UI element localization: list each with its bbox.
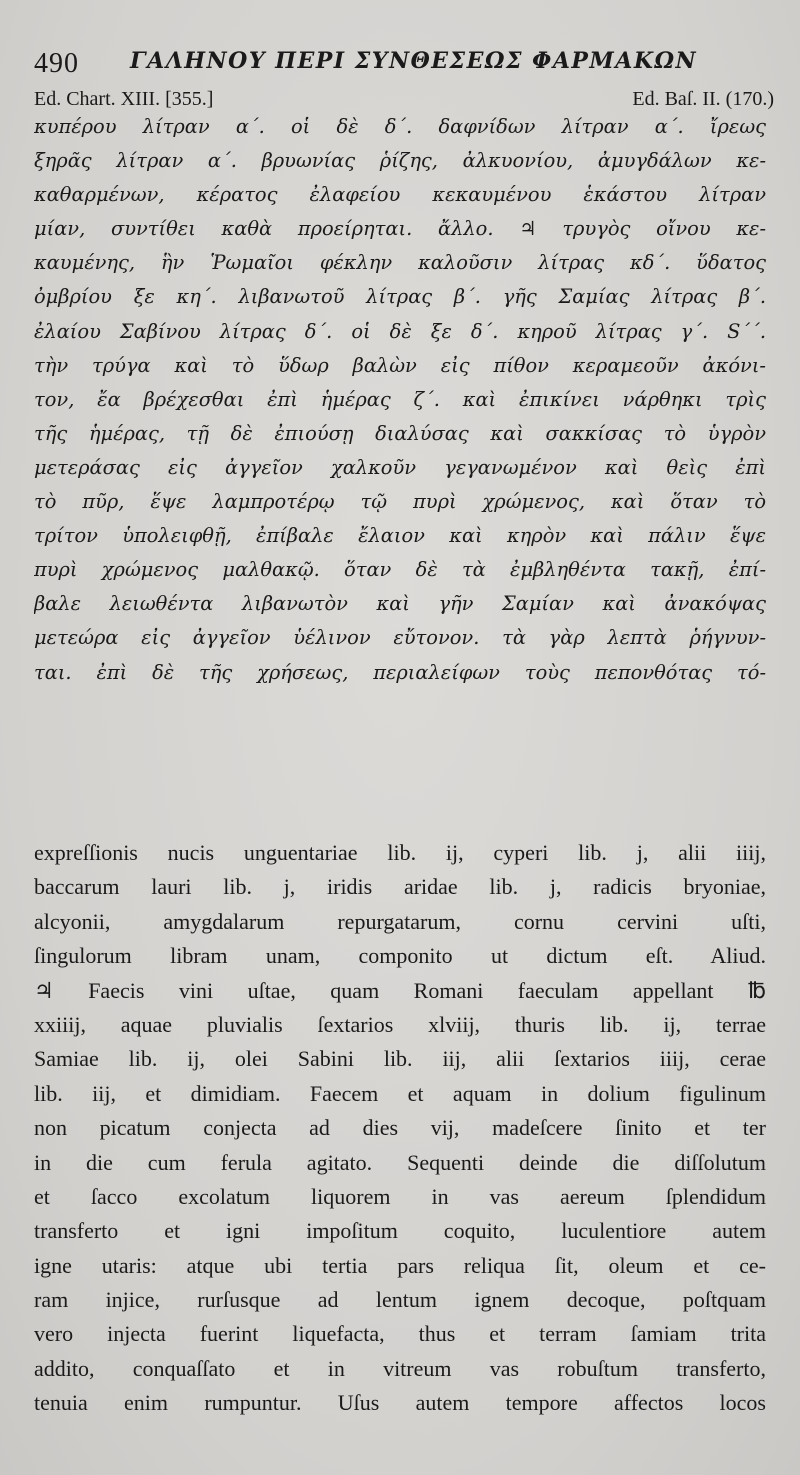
- running-head: [34, 44, 774, 84]
- greek-line: ὀμβρίου ξε κη΄. λιβανωτοῦ λίτρας β΄. γῆς Σαμίας λίτρας β΄.: [34, 285, 766, 309]
- latin-line: igne utaris: atque ubi tertia pars reliqua ſit, oleum et ce-: [34, 1252, 766, 1278]
- latin-line: vero injecta fuerint liquefacta, thus et terram ſamiam trita: [34, 1321, 766, 1347]
- greek-line: καυμένης, ἣν Ῥωμαῖοι φέκλην καλοῦσιν λίτρας κδ΄. ὕδατος: [34, 251, 766, 275]
- latin-line: lib. iij, et dimidiam. Faecem et aquam in dolium figulinum: [34, 1080, 766, 1106]
- greek-text-block: [34, 110, 766, 690]
- latin-line: ſingulorum libram unam, componito ut dictum eſt. Aliud.: [34, 943, 766, 969]
- latin-line: ram injice, rurſusque ad lentum ignem decoque, poſtquam: [34, 1287, 766, 1313]
- greek-line: μετεώρα εἰς ἀγγεῖον ὑέλινον εὔτονον. τὰ γὰρ λεπτὰ ῥήγνυν-: [34, 626, 766, 650]
- greek-line: τὸ πῦρ, ἕψε λαμπροτέρῳ τῷ πυρὶ χρώμενος, καὶ ὅταν τὸ: [34, 490, 766, 514]
- latin-line: addito, conquaſſato et in vitreum vas robuſtum transferto,: [34, 1355, 766, 1381]
- latin-line: baccarum lauri lib. j, iridis aridae lib. j, radicis bryoniae,: [34, 874, 766, 900]
- greek-line: πυρὶ χρώμενος μαλθακῷ. ὅταν δὲ τὰ ἐμβληθέντα τακῇ, ἐπί-: [34, 558, 766, 582]
- latin-line: expreſſionis nucis unguentariae lib. ij, cyperi lib. j, alii iiij,: [34, 840, 766, 865]
- latin-line: alcyonii, amygdalarum repurgatarum, cornu cervini uſti,: [34, 908, 766, 934]
- greek-line: ται. ἐπὶ δὲ τῆς χρήσεως, περιαλείφων τοὺς πεπονθότας τό-: [34, 660, 766, 684]
- latin-line: xxiiij, aquae pluvialis ſextarios xlviij, thuris lib. ij, terrae: [34, 1011, 766, 1037]
- running-title: ΓΑΛΗΝΟΥ ΠΕΡΙ ΣΥΝΘΕΣΕΩΣ ΦΑΡΜΑΚΩΝ: [130, 48, 698, 74]
- greek-line: κυπέρου λίτραν α΄. οἱ δὲ δ΄. δαφνίδων λίτραν α΄. ἴρεως: [34, 115, 766, 138]
- latin-line: transferto et igni impoſitum coquito, luculentiore autem: [34, 1218, 766, 1244]
- greek-line: βαλε λειωθέντα λιβανωτὸν καὶ γῆν Σαμίαν καὶ ἀνακόψας: [34, 592, 766, 616]
- greek-line: τον, ἔα βρέχεσθαι ἐπὶ ἡμέρας ζ΄. καὶ ἐπικίνει νάρθηκι τρὶς: [34, 387, 766, 411]
- latin-text-block: [34, 836, 766, 1421]
- greek-line: μετεράσας εἰς ἀγγεῖον χαλκοῦν γεγανωμένον καὶ θεὶς ἐπὶ: [34, 455, 766, 479]
- edition-reference-chart: Ed. Chart. XIII. [355.]: [34, 88, 214, 110]
- greek-line: μίαν, συντίθει καθὰ προείρηται. ἄλλο. ♃ τρυγὸς οἴνου κε-: [34, 217, 766, 241]
- latin-line: et ſacco excolatum liquorem in vas aereum ſplendidum: [34, 1183, 766, 1209]
- greek-line: καθαρμένων, κέρατος ἐλαφείου κεκαυμένου ἑκάστου λίτραν: [34, 183, 766, 207]
- latin-line: tenuia enim rumpuntur. Uſus autem tempore affectos locos: [34, 1390, 766, 1416]
- page-number: 490: [34, 48, 79, 79]
- greek-line: τρίτον ὑπολειφθῇ, ἐπίβαλε ἔλαιον καὶ κηρὸν καὶ πάλιν ἕψε: [34, 524, 766, 548]
- greek-line: ἐλαίου Σαβίνου λίτρας δ΄. οἱ δὲ ξε δ΄. κηροῦ λίτρας γ΄. S΄΄.: [34, 319, 766, 343]
- latin-line: non picatum conjecta ad dies vij, madeſcere ſinito et ter: [34, 1115, 766, 1141]
- latin-line: in die cum ferula agitato. Sequenti deinde die diſſolutum: [34, 1149, 766, 1175]
- greek-line: ξηρᾶς λίτραν α΄. βρυωνίας ῥίζης, ἀλκυονίου, ἀμυγδάλων κε-: [34, 149, 766, 173]
- latin-line: Samiae lib. ij, olei Sabini lib. iij, alii ſextarios iiij, cerae: [34, 1046, 766, 1072]
- edition-reference-basel: Ed. Baſ. II. (170.): [632, 88, 774, 110]
- greek-line: τὴν τρύγα καὶ τὸ ὕδωρ βαλὼν εἰς πίθον κεραμεοῦν ἀκόνι-: [34, 353, 766, 377]
- greek-line: τῆς ἡμέρας, τῇ δὲ ἐπιούσῃ διαλύσας καὶ σακκίσας τὸ ὑγρὸν: [34, 421, 766, 445]
- latin-line: ♃ Faecis vini uſtae, quam Romani faeculam appellant ℔: [34, 977, 766, 1003]
